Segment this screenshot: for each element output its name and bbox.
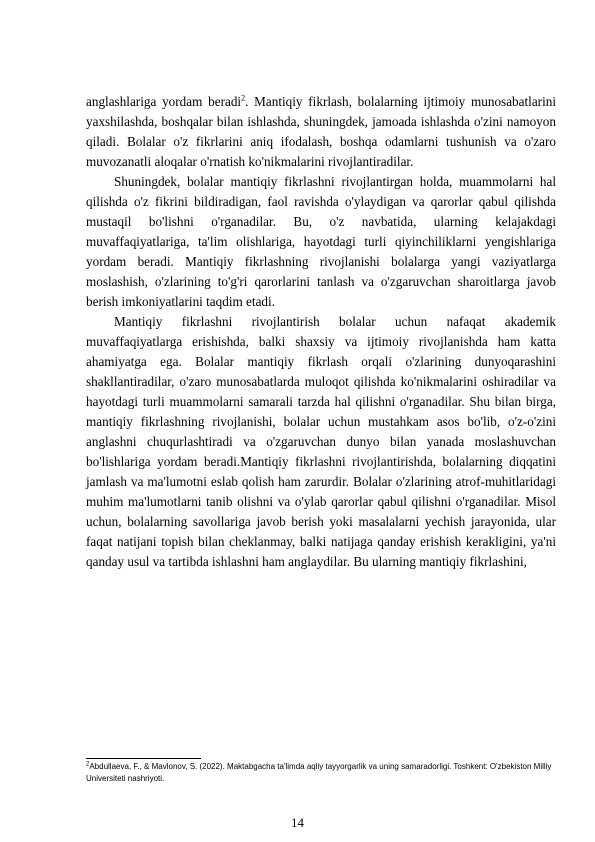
paragraph-1-text-start: anglashlariga yordam beradi	[86, 94, 242, 109]
body-text	[86, 92, 556, 572]
footnote-reference: 2	[241, 93, 246, 103]
paragraph-3: Mantiqiy fikrlashni rivojlantirish bolalar uchun nafaqat akademik muvaffaqiyatlarga erishishda, balki shaxsiy va ijtimoiy rivojlanishda ham katta ahamiyatga ega. Bolalar mantiqiy fikrlash orqali o'zlarining dunyoqarashini shakllantiradilar, o'zaro munosabatlarda muloqot qilishda ko'nikmalarini oshiradilar va hayotdagi turli muammolarni samarali tarzda hal qilishni o'rganadilar. Shu bilan birga, mantiqiy fikrlashning rivojlanishi, bolalar uchun mustahkam asos bo'lib, o'z-o'zini anglashni chuqurlashtiradi va o'zgaruvchan dunyo bilan yanada moslashuvchan bo'lishlariga yordam beradi.Mantiqiy fikrlashni rivojlantirishda, bolalarning diqqatini jamlash va ma'lumotni eslab qolish ham zarurdir. Bolalar o'zlarining atrof-muhitlaridagi muhim ma'lumotlarni tanib olishni va o'ylab qarorlar qabul qilishni o'rganadilar. Misol uchun, bolalarning savollariga javob berish yoki masalalarni yechish jarayonida, ular faqat natijani topish bilan cheklanmay, balki natijaga qanday erishish kerakligini, ya'ni qanday usul va tartibda ishlashni ham anglaydilar. Bu ularning mantiqiy fikrlashini,	[86, 314, 556, 569]
footnote-number: 2	[86, 761, 90, 768]
paragraph-1	[86, 92, 556, 172]
footnote	[86, 761, 566, 785]
footnote-text: Abdullaeva, F., & Mavlonov, S. (2022). Maktabgacha ta'limda aqliy tayyorgarlik va uning samaradorligi. Toshkent: O'zbekiston Milliy Universiteti nashriyoti.	[86, 762, 552, 783]
paragraph-2: Shuningdek, bolalar mantiqiy fikrlashni rivojlantirgan holda, muammolarni hal qilishda o'z fikrini bildiradigan, faol ravishda o'ylaydigan va qarorlar qabul qilishda mustaqil bo'lishni o'rganadilar. Bu, o'z navbatida, ularning kelajakdagi muvaffaqiyatlariga, ta'lim olishlariga, hayotdagi turli qiyinchiliklarni yengishlariga yordam beradi. Mantiqiy fikrlashning rivojlanishi bolalarga yangi vaziyatlarga moslashish, o'zlarining to'g'ri qarorlarini tanlash va o'zgaruvchan sharoitlarga javob berish imkoniyatlarini taqdim etadi.	[86, 174, 556, 309]
paragraph-1-text-end: . Mantiqiy fikrlash, bolalarning ijtimoiy munosabatlarini yaxshilashda, boshqalar bilan ishlashda, shuningdek, jamoada ishlashda o'zini namoyon qiladi. Bolalar o'z fikrlarini aniq ifodalash, boshqa odamlarni tushunish va o'zaro muvozanatli aloqalar o'rnatish ko'nikmalarini rivojlantiradilar.	[86, 94, 556, 169]
footnote-separator	[86, 758, 201, 759]
page-number: 14	[291, 815, 304, 830]
